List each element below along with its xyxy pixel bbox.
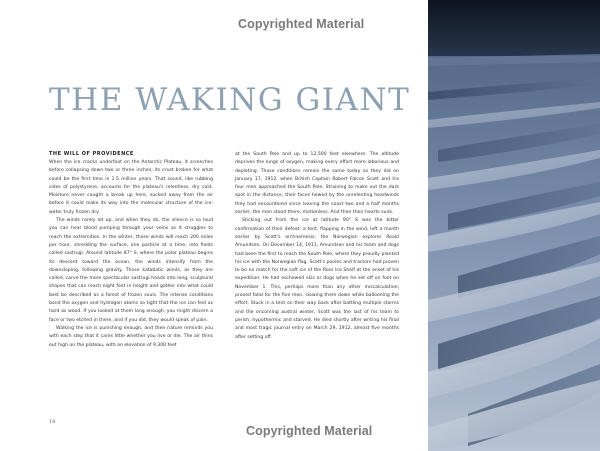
sastrugi-photo-graphic (428, 0, 600, 451)
section-heading: THE WILL OF PROVIDENCE (49, 151, 134, 157)
copyright-watermark-top: Copyrighted Material (238, 17, 365, 31)
body-column-left (49, 150, 213, 350)
body-paragraph: Walking the ice is punishing enough, and then nature reminds you with each step that it cares little whether you live or die. The air thins out high on the plateau, with an elevation of 9,300 feet (49, 325, 213, 348)
body-paragraph: Sticking out from the ice at latitude 90° S was the bitter confirmation of their defeat: a tent, flapping in the wind, left a month earlier by Scott's archnemesis, the Norwegian explorer Roald Amundsen. On December 14, 1911, Amundsen and his team and dogs had been the first to reach the South Pole, where they proudly planted his ice with the Norwegian flag. Scott's ponies and tractors had proven to be no match for the soft ice of the Ross Ice Shelf at the onset of his expedition. He had eschewed skis or dogs when he set off on foot on November 1. This, perhaps more than any other miscalculation, proved fatal for the five men, slowing them down while ballooning the effort. Stuck in a tent on their way back after battling multiple storms and the oncoming austral winter, Scott was the last of his team to perish, hypothermic and starved. He died shortly after writing his final and most tragic journal entry on March 29, 1912, almost five months after setting off. (235, 218, 399, 340)
body-paragraph: The winds rarely let up, and when they do, the silence is so loud you can hear blood pumping through your veins as it struggles to reach the extremities. In the winter, those winds will reach 200 miles per hour, shredding the surface, one particle at a time, into fields called sastrugi. Around latitude 87° S, where the polar plateau begins its descent toward the ocean, the winds intensify from the downsloping, following gravity. Those katabatic winds, as they are called, carve the more spectacular sastrugi heads into long, sculptural shapes that can reach eight feet in height and gather into what could best be described as a forest of frozen souls. The intense conditions bond the oxygen and hydrogen atoms so tight that the ice can feel as hard as wood. If you looked at them long enough, you might discern a face or two etched in there, and if you did, they would speak of pain. (49, 218, 213, 323)
page-number: 14 (49, 419, 56, 425)
body-paragraph: at the South Pole and up to 12,500 feet elsewhere. The altitude deprives the lungs of oxygen, making every effort more laborious and depleting. Those conditions remain the same today as they did on January 17, 1912, when British Captain Robert Falcon Scott and his four men approached the South Pole. Straining to make out the dark spot in the distance, their faces hewed by the unrelenting headwinds they had encountered since leaving the coast two and a half months earlier, the men stood there, motionless. And then their hearts sunk. (235, 152, 399, 216)
sastrugi-photo (428, 0, 600, 451)
chapter-title: THE WAKING GIANT (49, 82, 411, 118)
body-paragraph: When the ice cracks underfoot on the Antarctic Plateau, it screeches before collapsing down two or three inches, its crust broken for what could be the first time in 1.5 million years. That sound, like rubbing sides of polystyrene, accounts for the plateau's relentless, dry cold. Moisture never caught a break up here, sucked away from the air before it could make its way into the molecular structure of the ice: water truly frozen dry. (49, 160, 213, 215)
copyright-watermark-bottom: Copyrighted Material (246, 424, 373, 438)
body-column-right (235, 151, 399, 342)
